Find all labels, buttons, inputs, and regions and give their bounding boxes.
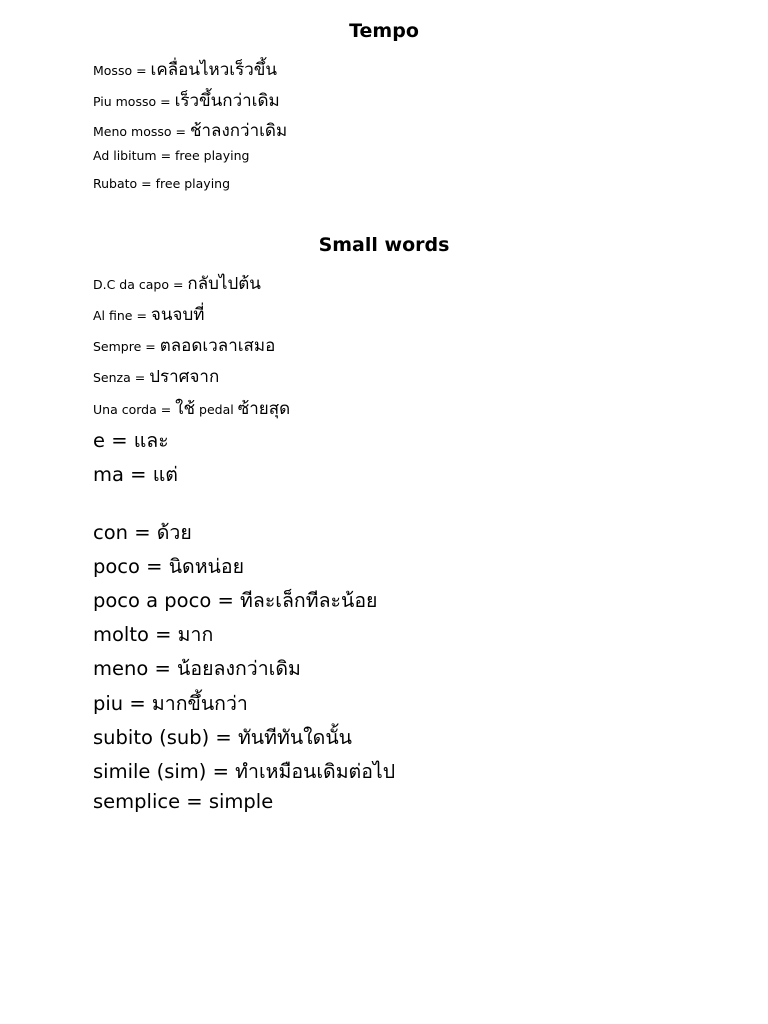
term: meno = (93, 657, 178, 680)
term: Ad libitum = free playing (93, 148, 250, 163)
term: ma = (93, 463, 153, 486)
meaning: และ (133, 429, 169, 452)
extra-term: pedal (199, 402, 234, 417)
word-con (93, 517, 192, 548)
meaning: ด้วย (156, 521, 192, 544)
small-word-al-fine (93, 301, 204, 328)
meaning: กลับไปต้น (187, 274, 261, 294)
meaning: มากขึ้นกว่า (151, 692, 248, 715)
meaning: น้อยลงกว่าเดิม (177, 657, 301, 680)
small-words-heading: Small words (318, 234, 450, 256)
term: Una corda = (93, 402, 176, 417)
term: D.C da capo = (93, 277, 188, 292)
term: Senza = (93, 370, 150, 385)
word-poco (93, 551, 244, 582)
term: subito (sub) = (93, 726, 238, 749)
tempo-item-ad-libitum (93, 148, 249, 163)
tempo-item-rubato (93, 176, 230, 191)
meaning: นิดหน่อย (168, 555, 245, 578)
small-word-senza (93, 363, 219, 390)
tempo-item-piu-mosso (93, 87, 280, 114)
word-poco-a-poco (93, 585, 377, 616)
word-semplice (93, 790, 273, 813)
small-word-sempre (93, 332, 275, 359)
meaning: ช้าลงกว่าเดิม (189, 121, 288, 141)
meaning: ทำเหมือนเดิมต่อไป (235, 760, 396, 783)
tempo-item-meno-mosso (93, 117, 287, 144)
term: Rubato = free playing (93, 176, 231, 191)
term: simile (sim) = (93, 760, 236, 783)
term: Meno mosso = (93, 124, 190, 139)
term: poco a poco = (93, 589, 241, 612)
term: poco = (93, 555, 169, 578)
term: Mosso = (93, 63, 151, 78)
tempo-item-mosso (93, 56, 277, 83)
small-word-una-corda (93, 395, 290, 422)
word-molto (93, 619, 213, 650)
term: piu = (93, 692, 152, 715)
word-meno (93, 653, 301, 684)
meaning: ทันทีทันใดนั้น (237, 726, 353, 749)
meaning: ปราศจาก (149, 367, 220, 387)
meaning: ทีละเล็กทีละน้อย (240, 589, 378, 612)
term: Sempre = (93, 339, 160, 354)
term: Al fine = (93, 308, 151, 323)
meaning: มาก (177, 623, 214, 646)
meaning: แต่ (152, 463, 178, 486)
word-simile (93, 756, 395, 787)
word-subito (93, 722, 352, 753)
meaning: จนจบที่ (150, 305, 205, 325)
term: molto = (93, 623, 178, 646)
extra-meaning: ซ้ายสุด (237, 399, 291, 419)
word-e (93, 425, 169, 456)
term: semplice = simple (93, 790, 274, 813)
tempo-heading: Tempo (349, 20, 419, 42)
term: con = (93, 521, 157, 544)
small-word-dc (93, 270, 261, 297)
meaning: เร็วขึ้นกว่าเดิม (174, 91, 280, 111)
term: Piu mosso = (93, 94, 175, 109)
word-ma (93, 459, 178, 490)
term: e = (93, 429, 134, 452)
word-piu (93, 688, 248, 719)
meaning: เคลื่อนไหวเร็วขึ้น (150, 60, 277, 80)
meaning: ตลอดเวลาเสมอ (159, 336, 276, 356)
meaning: ใช้ (175, 399, 196, 419)
